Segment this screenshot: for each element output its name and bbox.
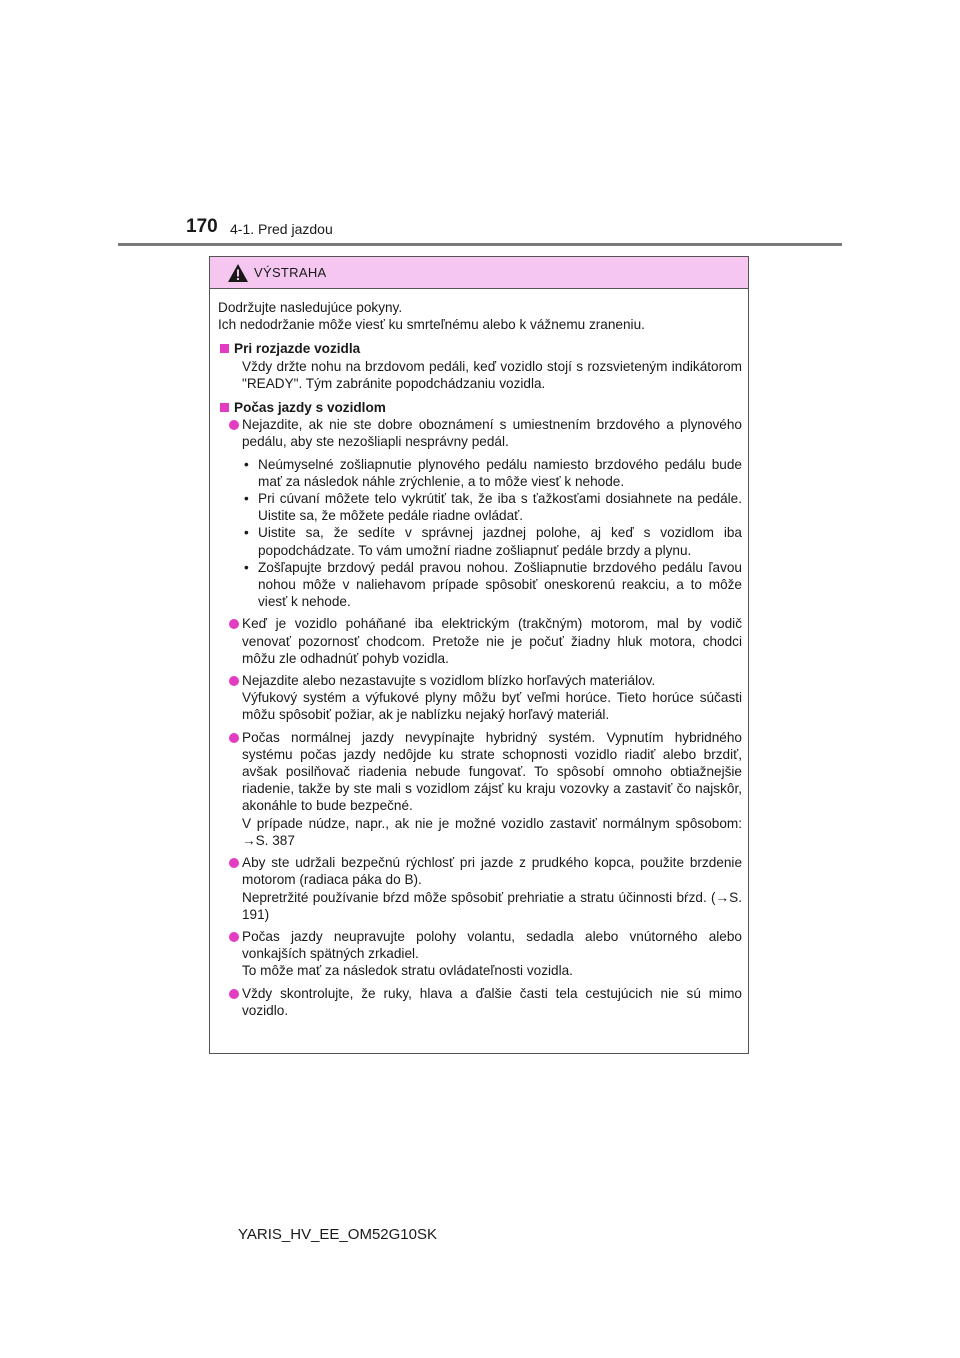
warning-box xyxy=(209,256,749,1054)
warning-title: VÝSTRAHA xyxy=(254,265,327,280)
warning-intro xyxy=(218,299,742,333)
intro-line: Ich nedodržanie môže viesť ku smrteľnému alebo k vážnemu zraneniu. xyxy=(218,317,645,333)
section-title: 4-1. Pred jazdou xyxy=(230,221,333,237)
circle-bullet-icon xyxy=(229,420,239,430)
square-bullet-icon xyxy=(220,403,229,412)
list-item: Vždy skontrolujte, že ruky, hlava a ďalšie časti tela cestujúcich nie sú mimo vozidlo. xyxy=(218,985,742,1019)
section-heading-driving: Počas jazdy s vozidlom xyxy=(218,399,742,416)
circle-bullet-icon xyxy=(229,989,239,999)
circle-bullet-icon xyxy=(229,733,239,743)
header-divider xyxy=(118,243,842,246)
list-item: Nejazdite alebo nezastavujte s vozidlom blízko horľavých materiálov. Výfukový systém a výfukové plyny môžu byť veľmi horúce. Tieto horúce súčasti môžu spôsobiť požiar, ak je nablízku nejaký horľavý materiál. xyxy=(218,672,742,724)
sub-list-item: • Zošľapujte brzdový pedál pravou nohou. Zošliapnutie brzdového pedálu ľavou nohou môže v naliehavom prípade spôsobiť oneskorenú reakciu, a to môže viesť k nehode. xyxy=(244,559,742,610)
circle-bullet-icon xyxy=(229,619,239,629)
sub-list-item: • Neúmyselné zošliapnutie plynového pedálu namiesto brzdového pedálu bude mať za následok náhle zrýchlenie, a to môže viesť k nehode. xyxy=(244,456,742,489)
section-text-start: Vždy držte nohu na brzdovom pedáli, keď vozidlo stojí s rozsvieteným indikátorom "READY". Tým zabránite popodchádzaniu vozidla. xyxy=(242,358,742,391)
circle-bullet-icon xyxy=(229,932,239,942)
sub-list xyxy=(242,456,742,611)
list-item: Nejazdite, ak nie ste dobre oboznámení s umiestnením brzdového a plynového pedálu, aby ste nezošliapli nesprávny pedál. • Neúmyselné zošliapnutie plynového pedálu namiesto brzdového pedálu bude mať za následok náhle zrýchlenie, a to môže viesť k nehode. • Pri cúvaní môžete telo vykrútiť tak, že iba s ťažkosťami dosiahnete na pedále. Uistite sa, že môžete pedále riadne ovládať. • Uistite sa, že sedíte v správnej jazdnej polohe, aj keď s vozidlom iba popodchádzate. To vám umožní riadne zošliapnuť pedále brzdy a plynu. • Zošľapujte brzdový pedál pravou nohou. Zošliapnutie brzdového pedálu ľavou nohou môže v naliehavom prípade spôsobiť oneskorenú reakciu, a to môže viesť k nehode. xyxy=(218,416,742,610)
document-code: YARIS_HV_EE_OM52G10SK xyxy=(238,1226,437,1243)
warning-triangle-icon xyxy=(227,263,249,283)
list-item: Počas jazdy neupravujte polohy volantu, sedadla alebo vnútorného alebo vonkajších spätných zrkadiel. To môže mať za následok stratu ovládateľnosti vozidla. xyxy=(218,928,742,980)
square-bullet-icon xyxy=(220,344,229,353)
warning-body xyxy=(210,289,748,1019)
list-item: Keď je vozidlo poháňané iba elektrickým (trakčným) motorom, mal by vodič venovať pozornosť chodcom. Pretože nie je počuť žiadny hluk motora, chodci môžu zle odhadnúť pohyb vozidla. xyxy=(218,615,742,667)
section-heading-start: Pri rozjazde vozidla xyxy=(218,340,742,357)
page-number: 170 xyxy=(186,216,218,237)
list-item: Počas normálnej jazdy nevypínajte hybridný systém. Vypnutím hybridného systému počas jazdy nedôjde ku strate schopnosti vozidlo riadiť alebo brzdiť, avšak posilňovač riadenia nebude fungovať. To spôsobí omnoho obtiažnejšie riadenie, takže by ste mali s vozidlom zájsť ku kraju vozovky a zastaviť čo najskôr, akonáhle to bude bezpečné. V prípade núdze, napr., ak nie je možné vozidlo zastaviť normálnym spôsobom: →S. 387 xyxy=(218,729,742,849)
sub-list-item: • Pri cúvaní môžete telo vykrútiť tak, že iba s ťažkosťami dosiahnete na pedále. Uistite sa, že môžete pedále riadne ovládať. xyxy=(244,491,742,524)
circle-bullet-icon xyxy=(229,676,239,686)
sub-list-item: • Uistite sa, že sedíte v správnej jazdnej polohe, aj keď s vozidlom iba popodchádzate. To vám umožní riadne zošliapnuť pedále brzdy a plynu. xyxy=(244,525,742,558)
warning-header xyxy=(210,257,748,289)
circle-bullet-icon xyxy=(229,858,239,868)
intro-line: Dodržujte nasledujúce pokyny. xyxy=(218,300,403,315)
list-item: Aby ste udržali bezpečnú rýchlosť pri jazde z prudkého kopca, použite brzdenie motorom (radiaca páka do B). Nepretržité používanie bŕzd môže spôsobiť prehriatie a stratu účinnosti bŕzd. (→S. 191) xyxy=(218,854,742,923)
